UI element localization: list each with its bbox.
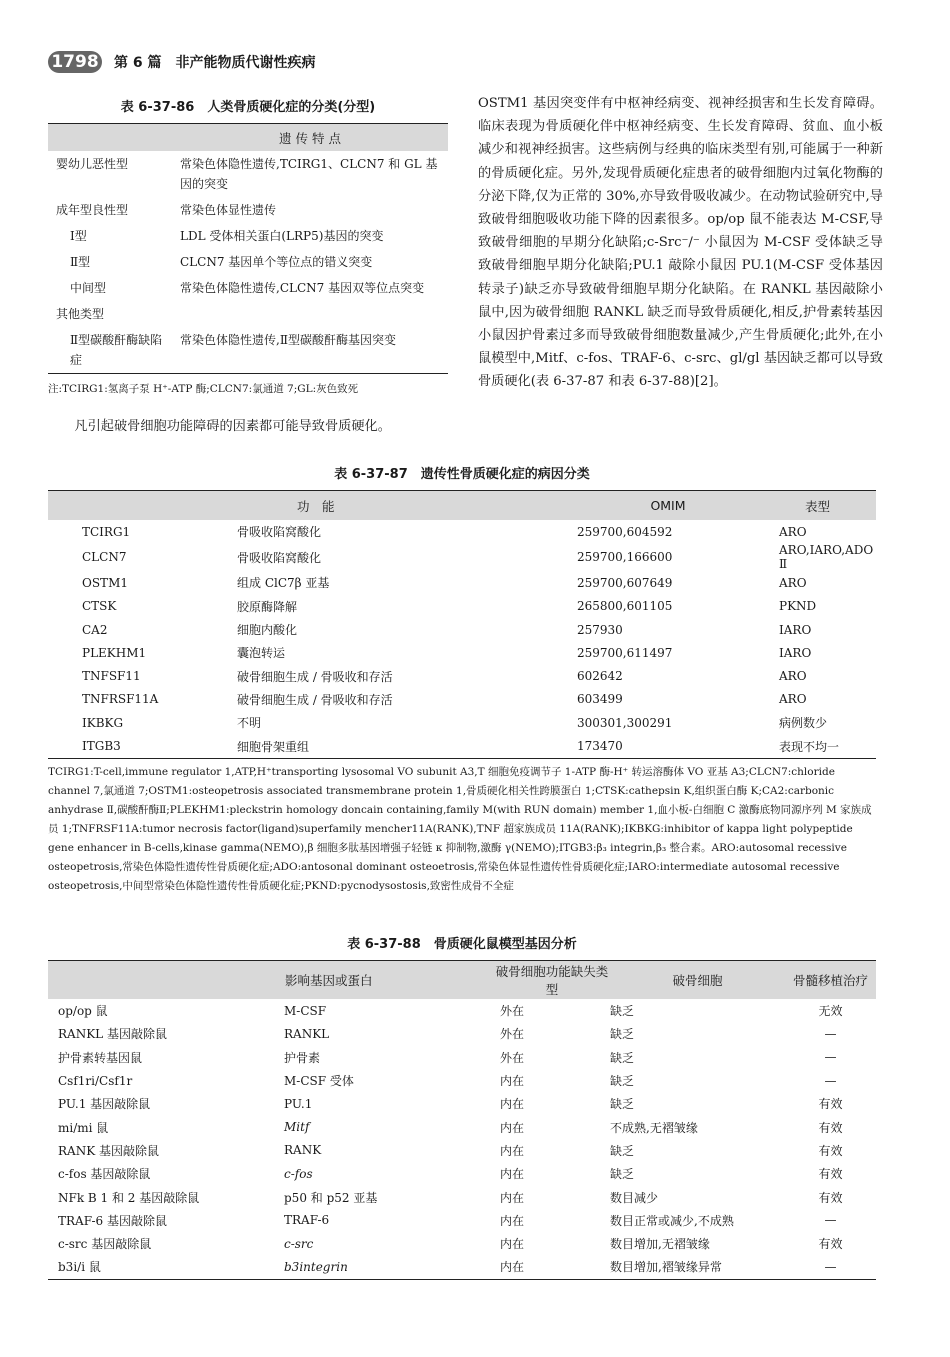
table-88-cell: op/op 鼠 [58, 1004, 108, 1019]
table-88-cell: mi/mi 鼠 [58, 1120, 109, 1135]
table-87-cell: ITGB3 [82, 739, 121, 754]
table-row [48, 571, 876, 594]
table-88-cell: 有效 [818, 1120, 843, 1135]
table-88-cell: 内在 [500, 1237, 525, 1252]
table-88-cell: M-CSF 受体 [284, 1074, 354, 1089]
table-88-cell: — [824, 1050, 837, 1065]
table-87-cell: 破骨细胞生成 / 骨吸收和存活 [237, 692, 393, 707]
chapter-label: 第 6 篇 [114, 55, 162, 71]
table-87-cell: 300301,300291 [577, 715, 673, 730]
table-86-grid [48, 123, 448, 374]
page-number: 1798 [48, 51, 102, 73]
table-88-cell: c-fos [284, 1166, 313, 1181]
table-87-cell: ARO [779, 575, 807, 590]
table-row [48, 641, 876, 664]
table-row [48, 1115, 876, 1138]
table-88-cell: 数目正常或减少,不成熟 [610, 1213, 734, 1228]
table-87-header: 功 能 [237, 491, 577, 521]
table-row [48, 275, 448, 301]
table-row [48, 618, 876, 641]
table-88-cell: 内在 [500, 1120, 525, 1135]
table-87-cell: PLEKHM1 [82, 645, 147, 660]
table-row [48, 543, 876, 571]
table-row [48, 595, 876, 618]
table-row [48, 151, 448, 197]
table-88-cell: 缺乏 [610, 1097, 635, 1112]
right-paragraph: OSTM1 基因突变伴有中枢神经病变、视神经损害和生长发育障碍。临床表现为骨质硬化伴中枢神经病变、生长发育障碍、贫血、血小板减少和视神经损害。这些病例与经典的临床类型有别,可能属于一种新的骨质硬化症。另外,发现骨质硬化症患者的破骨细胞内过氧化物酶的分泌下降,仅为正常的 30%,亦导致骨吸收减少。在动物试验研究中,导致破骨细胞吸收功能下降的因素很多。op/op 鼠不能表达 M-CSF,导致破骨细胞的早期分化缺陷;c-Src⁻/⁻ 小鼠因为 M-CSF 受体缺乏导致破骨细胞早期分化缺陷;PU.1 敲除小鼠因 PU.1(M-CSF 受体基因转录子)缺乏亦导致破骨细胞早期分化缺陷。在 RANKL 基因敲除小鼠中,因为破骨细胞 RANKL 缺乏而导致骨质硬化,相反,护骨素转基因小鼠因护骨素过多而导致破骨细胞数量减少,产生骨质硬化;此外,在小鼠模型中,Mitf、c-fos、TRAF-6、c-src、gl/gl 基因缺乏都可以导致骨质硬化(表 6-37-87 和表 6-37-88)[2]。 [478, 96, 883, 390]
table-87-cell: 骨吸收陷窝酸化 [237, 550, 322, 565]
table-88-header: 破骨细胞功能缺失类型 [494, 961, 610, 1000]
table-87-cell: 细胞内酸化 [237, 623, 298, 638]
table-88-cell: c-src 基因敲除鼠 [58, 1237, 152, 1252]
table-87-cell: CLCN7 [82, 550, 127, 565]
table-88-cell: 数目减少 [610, 1190, 659, 1205]
table-88-cell: c-fos 基因敲除鼠 [58, 1167, 151, 1182]
table-88-cell: 有效 [818, 1097, 843, 1112]
table-88-cell: 有效 [818, 1143, 843, 1158]
table-87-cell: 259700,604592 [577, 524, 673, 539]
table-88-header: 破骨细胞 [610, 961, 785, 1000]
table-88-cell: 有效 [818, 1190, 843, 1205]
table-87-caption: 表 6-37-87 遗传性骨质硬化症的病因分类 [334, 467, 590, 482]
table-row [48, 197, 448, 223]
table-87-cell: IKBKG [82, 715, 124, 730]
table-row [48, 1162, 876, 1185]
table-88-caption: 表 6-37-88 骨质硬化鼠模型基因分析 [347, 937, 577, 952]
table-88-cell: 缺乏 [610, 1027, 635, 1042]
table-row [48, 1232, 876, 1255]
table-87-cell: 骨吸收陷窝酸化 [237, 525, 322, 540]
table-87-cell: ARO [779, 524, 807, 539]
table-86-trait: 常染色体隐性遗传,CLCN7 基因双等位点突变 [180, 281, 425, 295]
table-87 [48, 463, 876, 896]
table-86-type: Ⅰ型 [70, 229, 87, 243]
chapter-title: 非产能物质代谢性疾病 [175, 55, 316, 71]
table-88-cell: RANK 基因敲除鼠 [58, 1143, 159, 1158]
table-88-cell: 内在 [500, 1097, 525, 1112]
table-86-type: Ⅱ型碳酸酐酶缺陷症 [70, 333, 163, 367]
table-88-cell: Mitf [284, 1120, 310, 1135]
table-86-type: Ⅱ型 [70, 255, 91, 269]
table-88-cell: 数目增加,褶皱缘异常 [610, 1260, 722, 1275]
table-87-cell: 细胞骨架重组 [237, 739, 310, 754]
table-88-cell: 有效 [818, 1237, 843, 1252]
table-row [48, 1185, 876, 1208]
table-86-trait [172, 301, 448, 327]
table-88-cell: 缺乏 [610, 1143, 635, 1158]
table-88-cell: 内在 [500, 1260, 525, 1275]
table-86 [48, 96, 448, 399]
table-86-trait: 常染色体隐性遗传,TCIRG1、CLCN7 和 GL 基因的突变 [180, 157, 438, 191]
table-87-cell: 257930 [577, 622, 623, 637]
table-88-cell: RANK [284, 1143, 322, 1158]
table-87-cell: ARO [779, 669, 807, 684]
table-row [48, 301, 448, 327]
table-88-cell: 缺乏 [610, 1004, 635, 1019]
table-88-cell: 外在 [500, 1004, 525, 1019]
table-86-trait: 常染色体显性遗传 [180, 203, 277, 217]
table-88-cell: 无效 [818, 1004, 843, 1019]
table-87-cell: 602642 [577, 669, 623, 684]
table-88-cell: M-CSF [284, 1003, 327, 1018]
table-88-cell: NFk B 1 和 2 基因敲除鼠 [58, 1190, 200, 1205]
table-87-cell: TCIRG1 [82, 524, 131, 539]
table-88-cell: 缺乏 [610, 1050, 635, 1065]
table-row [48, 327, 448, 374]
table-88-cell: 内在 [500, 1213, 525, 1228]
table-86-note: 注:TCIRG1:氢离子泵 H⁺-ATP 酶;CLCN7:氯通道 7;GL:灰色致死 [48, 383, 359, 395]
table-87-header [48, 491, 237, 521]
table-88-cell: 内在 [500, 1190, 525, 1205]
table-87-cell: 囊泡转运 [237, 646, 286, 661]
table-88-cell: — [824, 1259, 837, 1274]
table-87-cell: TNFSF11 [82, 669, 141, 684]
table-88 [48, 933, 876, 1280]
table-87-cell: ARO [779, 692, 807, 707]
table-87-cell: OSTM1 [82, 575, 128, 590]
table-88-cell: — [824, 1026, 837, 1041]
table-87-cell: 病例数少 [779, 716, 828, 731]
table-row [48, 734, 876, 758]
table-87-cell: 259700,607649 [577, 575, 673, 590]
table-row [48, 688, 876, 711]
table-88-cell: 外在 [500, 1050, 525, 1065]
table-86-header-blank [48, 124, 172, 152]
table-87-cell: ARO,IARO,ADO Ⅱ [779, 543, 874, 572]
table-88-cell: 缺乏 [610, 1074, 635, 1089]
table-86-trait: 常染色体隐性遗传,Ⅱ型碳酸酐酶基因突变 [180, 333, 396, 347]
table-88-cell: TRAF-6 [284, 1213, 330, 1228]
table-87-cell: 603499 [577, 692, 623, 707]
table-87-cell: 破骨细胞生成 / 骨吸收和存活 [237, 669, 393, 684]
table-87-cell: 组成 ClC7β 亚基 [237, 576, 330, 591]
table-88-cell: — [824, 1213, 837, 1228]
table-88-cell: 内在 [500, 1143, 525, 1158]
table-row [48, 1046, 876, 1069]
table-88-cell: b3i/i 鼠 [58, 1260, 101, 1275]
table-87-cell: TNFRSF11A [82, 692, 159, 707]
table-87-cell: PKND [779, 599, 817, 614]
table-88-cell: PU.1 [284, 1096, 313, 1111]
table-87-cell: CTSK [82, 599, 117, 614]
table-row [48, 520, 876, 543]
left-paragraph: 凡引起破骨细胞功能障碍的因素都可能导致骨质硬化。 [74, 419, 391, 434]
table-87-note: TCIRG1:T-cell,immune regulator 1,ATP,H⁺transporting lysosomal VO subunit A3,T 细胞免疫调节子 1-ATP 酶-H⁺ 转运溶酶体 VO 亚基 A3;CLCN7:chloride channel 7,氯通道 7;OSTM1:osteopetrosis associated transmembrane protein 1,骨质硬化相关性跨膜蛋白 1;CTSK:cathepsin K,组织蛋白酶 K;CA2:carbonic anhydrase Ⅱ,碳酸酐酶Ⅱ;PLEKHM1:pleckstrin homology doncain containing,family M(with RUN domain) member 1,血小板-白细胞 C 激酶底物同源序列 M 家族成员 1;TNFRSF11A:tumor necrosis factor(ligand)superfamily mencher11A(RANK),TNF 超家族成员 11A(RANK);IKBKG:inhibitor of kappa light polypeptide gene enhancer in B-cells,kinase gamma(NEMO),β 细胞多肽基因增强子轻链 κ 抑制物,激酶 γ(NEMO);ITGB3:β₃ integrin,β₃ 整合素。ARO:autosomal recessive osteopetrosis,常染色体隐性遗传性骨质硬化症;ADO:antosonal dominant osteoetrosis,常染色体显性遗传性骨质硬化症;IARO:intermediate autosomal recessive osteopetrosis,中间型常染色体隐性遗传性骨质硬化症;PKND:pycnodysostosis,致密性成骨不全症 [48, 765, 872, 892]
table-row [48, 1209, 876, 1232]
table-86-type: 婴幼儿恶性型 [56, 157, 129, 171]
table-87-cell: 不明 [237, 716, 262, 731]
table-row [48, 711, 876, 734]
table-88-cell: p50 和 p52 亚基 [284, 1190, 378, 1205]
table-row [48, 1255, 876, 1279]
table-88-cell: 护骨素 [284, 1050, 321, 1065]
table-86-trait: CLCN7 基因单个等位点的错义突变 [180, 255, 373, 269]
table-87-cell: 表现不均一 [779, 739, 840, 754]
table-88-cell: Csf1ri/Csf1r [58, 1073, 133, 1088]
table-87-grid [48, 490, 876, 759]
table-86-header: 遗 传 特 点 [172, 124, 448, 152]
table-87-cell: 259700,166600 [577, 550, 673, 565]
table-87-cell: CA2 [82, 622, 108, 637]
table-row [48, 1139, 876, 1162]
table-88-grid [48, 960, 876, 1280]
table-row [48, 999, 876, 1022]
table-88-cell: 护骨素转基因鼠 [58, 1050, 143, 1065]
table-86-type: 中间型 [70, 281, 107, 295]
table-88-cell: 数目增加,无褶皱缘 [610, 1237, 710, 1252]
table-row [48, 1022, 876, 1045]
table-88-header: 骨髓移植治疗 [785, 961, 876, 1000]
table-86-type: 其他类型 [56, 307, 105, 321]
table-88-cell: PU.1 基因敲除鼠 [58, 1097, 151, 1112]
table-88-cell: 缺乏 [610, 1167, 635, 1182]
table-87-cell: IARO [779, 622, 812, 637]
table-87-cell: 265800,601105 [577, 599, 673, 614]
table-88-cell: RANKL 基因敲除鼠 [58, 1027, 167, 1042]
table-row [48, 664, 876, 687]
table-88-cell: 不成熟,无褶皱缘 [610, 1120, 698, 1135]
table-87-cell: 胶原酶降解 [237, 599, 298, 614]
table-88-cell: 外在 [500, 1027, 525, 1042]
table-88-cell: 有效 [818, 1167, 843, 1182]
table-87-header: OMIM [577, 491, 759, 521]
table-88-cell: c-src [284, 1236, 314, 1251]
table-88-cell: 内在 [500, 1167, 525, 1182]
table-row [48, 1092, 876, 1115]
table-86-caption: 表 6-37-86 人类骨质硬化症的分类(分型) [120, 100, 376, 115]
table-row [48, 1069, 876, 1092]
table-row [48, 223, 448, 249]
table-87-cell: 173470 [577, 739, 623, 754]
table-88-cell: — [824, 1073, 837, 1088]
table-88-cell: TRAF-6 基因敲除鼠 [58, 1213, 167, 1228]
table-88-header: 影响基因或蛋白 [284, 961, 494, 1000]
table-86-type: 成年型良性型 [56, 203, 129, 217]
table-88-cell: 内在 [500, 1074, 525, 1089]
table-88-cell: b3integrin [284, 1259, 348, 1274]
table-88-cell: RANKL [284, 1026, 330, 1041]
table-87-cell: IARO [779, 645, 812, 660]
page-header [48, 50, 316, 74]
table-86-trait: LDL 受体相关蛋白(LRP5)基因的突变 [180, 229, 384, 243]
table-88-header [48, 961, 284, 1000]
table-row [48, 249, 448, 275]
table-87-cell: 259700,611497 [577, 645, 673, 660]
table-87-header: 表型 [759, 491, 876, 521]
